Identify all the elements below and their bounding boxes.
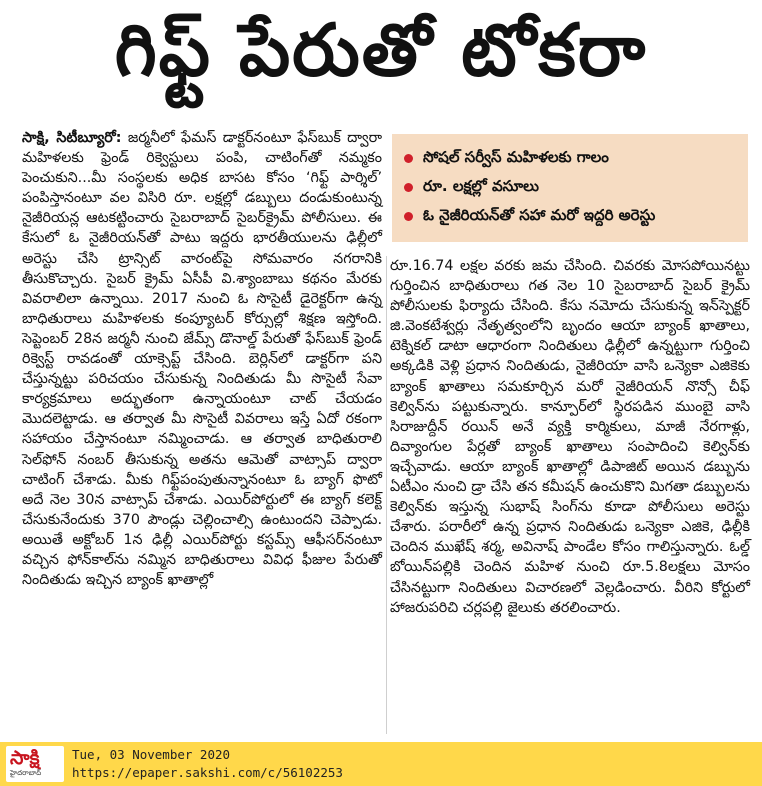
article-column-right — [390, 128, 750, 736]
highlights-box — [392, 134, 748, 242]
article — [22, 128, 750, 736]
sakshi-logo[interactable] — [6, 746, 64, 782]
highlight-item — [404, 202, 738, 231]
epaper-link[interactable]: https://epaper.sakshi.com/c/56102253 — [72, 765, 343, 780]
article-paragraph — [22, 128, 382, 590]
highlight-text: సోషల్ సర్వీస్ మహిళలకు గాలం — [423, 147, 609, 166]
bullet-icon — [404, 183, 413, 192]
article-text-right-block — [390, 256, 750, 618]
bullet-icon — [404, 154, 413, 163]
highlight-item — [404, 173, 738, 202]
headline: గిఫ్ట్ పేరుతో టోకరా — [114, 8, 648, 92]
publish-date: Tue, 03 November 2020 — [72, 747, 231, 762]
article-column-left — [22, 128, 382, 590]
highlight-text: రూ. లక్షల్లో వసూలు — [423, 176, 539, 195]
highlight-item — [404, 144, 738, 173]
logo-word: సాక్షి — [10, 747, 40, 769]
article-text-left: జర్మనీలో ఫేమస్ డాక్టర్‌నంటూ ఫేస్‌బుక్ ద్వారా మహిళలకు ఫ్రెండ్ రిక్వెస్టులు పంపి, చాటింగ్‌తో నమ్మకం పెంచుకుని...మీ సంస్థలకు అధిక బాసట కోసం ‘గిఫ్ట్ పార్శిల్’ పంపిస్తానంటూ వల విసిరి రూ. లక్షల్లో డబ్బులు దండుకుంటున్న నైజీరియన్ల ఆటకట్టించారు సైబరాబాద్ సైబర్‌క్రైమ్ పోలీసులు. ఈ కేసులో ఓ నైజీరియన్‌తో పాటు ఇద్దరు భారతీయులను ఢిల్లీలో అరెస్టు చేసి ట్రాన్సిట్ వారంట్‌పై సోమవారం నగరానికి తీసుకొచ్చారు. సైబర్ క్రైమ్ ఏసీపీ వి.శ్యాంబాబు కథనం మేరకు వివరాలిలా ఉన్నాయి. 2017 నుంచి ఓ సొసైటీ డైరెక్టర్‌గా ఉన్న బాధితురాలు మహిళలకు కంప్యూటర్ కోర్సుల్లో శిక్షణ ఇస్తోంది. సెప్టెంబర్ 28న జర్మనీ నుంచి జేమ్స్ డొనాల్డ్ పేరుతో ఫేస్‌బుక్ ఫ్రెండ్ రిక్వెస్ట్ రావడంతో యాక్సెప్ట్ చేసింది. బెర్లిన్‌లో డాక్టర్‌గా పని చేస్తున్నట్టు పరిచయం చేసుకున్న నిందితుడు మీ సొసైటీ సేవా కార్యక్రమాలు అద్భుతంగా ఉన్నాయంటూ చాట్ చేయడం మొదలెట్టాడు. ఆ తర్వాత మీ సొసైటీ వివరాలు ఇస్తే ఏదో రకంగా సహాయం చేస్తానంటూ నమ్మించాడు. ఆ తర్వాత బాధితురాలి సెల్‌ఫోన్ నంబర్ తీసుకున్న అతను ఆమెతో వాట్సాప్ ద్వారా చాటింగ్ చేశాడు. మీకు గిఫ్ట్‌పంపుతున్నానంటూ ఓ బ్యాగ్ ఫొటో అదే నెల 30న వాట్సాప్ చేశాడు. ఎయిర్‌పోర్టులో ఈ బ్యాగ్ కలెక్ట్ చేసుకునేందుకు 370 పౌండ్లు చెల్లించాల్సి ఉంటుందని చెప్పాడు. అయితే అక్టోబర్ 1న ఢిల్లీ ఎయిర్‌పోర్టు కస్టమ్స్ ఆఫీసర్‌నంటూ వచ్చిన ఫోన్‌కాల్‌ను నమ్మిన బాధితురాలు వివిధ ఫీజుల పేరుతో నిందితుడు ఇచ్చిన బ్యాంక్ ఖాతాల్లో — [22, 130, 382, 589]
dateline: సాక్షి, సిటీబ్యూరో: — [22, 130, 122, 146]
highlight-text: ఓ నైజీరియన్‌తో సహా మరో ఇద్దరి అరెస్టు — [423, 205, 656, 224]
column-divider — [386, 256, 387, 734]
article-text-right: రూ.16.74 లక్షల వరకు జమ చేసింది. చివరకు మోసపోయినట్టు గుర్తించిన బాధితురాలు గత నెల 10 సైబరాబాద్ సైబర్ క్రైమ్ పోలీసులకు ఫిర్యాదు చేసింది. కేసు నమోదు చేసుకున్న ఇన్‌స్పెక్టర్ జి.వెంకటేశ్వర్లు నేతృత్వంలోని బృందం ఆయా బ్యాంక్ ఖాతాలు, టెక్నికల్ డాటా ఆధారంగా నిందితులు ఢిల్లీలో ఉన్నట్టుగా గుర్తించి అక్కడికి వెళ్లి ప్రధాన నిందితుడు, నైజీరియా వాసి ఒన్యెకా ఎజికెకు బ్యాంక్ ఖాతాలు సమకూర్చిన మరో నైజీరియన్ నొన్సో చీఫ్ కెల్విన్‌ను పట్టుకున్నారు. కాన్పూర్‌లో స్థిరపడిన ముంబై వాసి సిరాజుద్దీన్ రయిన్ అనే వ్యక్తి కార్మికులు, మాజీ నేరగాళ్లు, దివ్యాంగుల పేర్లతో బ్యాంక్ ఖాతాలు సంపాదించి కెల్విన్‌కు ఇచ్చేవాడు. ఆయా బ్యాంక్ ఖాతాల్లో డిపాజిట్ అయిన డబ్బును ఏటీఎం నుంచి డ్రా చేసి తన కమీషన్ ఉంచుకొని మిగతా డబ్బులను కెల్విన్‌కు ఇస్తున్న సుభాష్ సింగ్‌ను కూడా పోలీసులు అరెస్టు చేశారు. పరారీలో ఉన్న ప్రధాన నిందితుడు ఒన్యెకా ఎజికె, ఢిల్లీకి చెందిన ముఖేష్ శర్మ, అవినాష్ పాండేల కోసం గాలిస్తున్నారు. ఓల్డ్ బోయిన్‌పల్లికి చెందిన మహిళ నుంచి రూ.5.8లక్షలు మోసం చేసినట్టుగా నిందితులు విచారణలో వెల్లడించారు. వీరిని కోర్టులో హాజరుపరిచి చర్లపల్లి జైలుకు తరలించారు. — [390, 258, 750, 616]
footer-bar — [0, 742, 762, 786]
logo-city: హైదరాబాద్ — [10, 769, 42, 777]
bullet-icon — [404, 212, 413, 221]
